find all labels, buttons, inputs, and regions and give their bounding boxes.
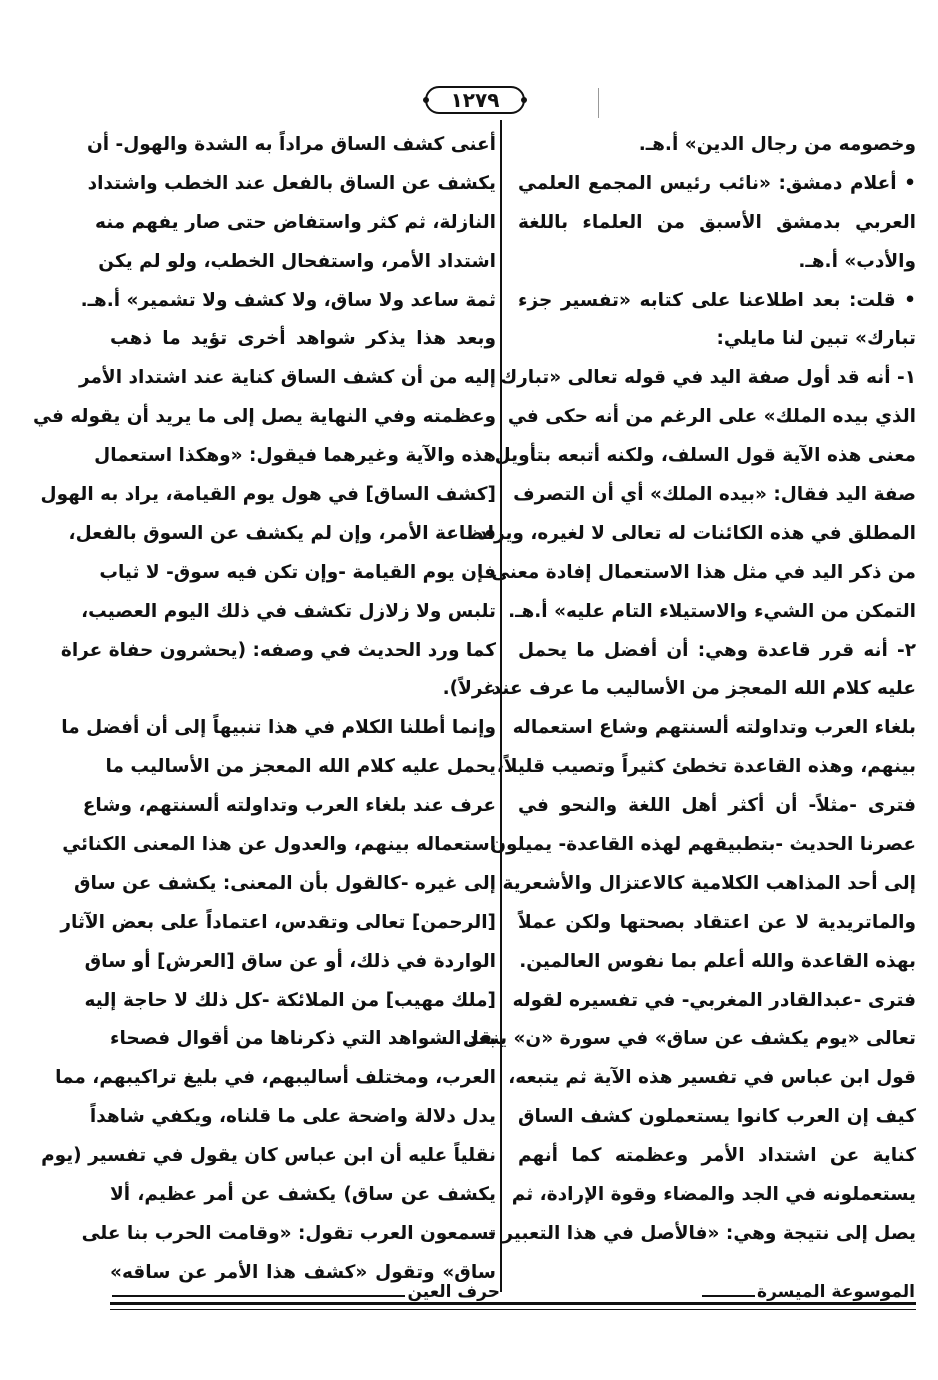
text-line: العرب، ومختلف أساليبهم، في بليغ تراكيبهم، مما (55, 1067, 496, 1089)
text-line: ٢- أنه قرر قاعدة وهي: أن أفضل ما يحمل (518, 639, 916, 661)
text-line: بهذه القاعدة والله أعلم بما نفوس العالمين. (519, 950, 916, 972)
text-line: والماتريدية لا عن اعتقاد بصحتها ولكن عملاً (518, 911, 916, 933)
text-line: التمكن من الشيء والاستيلاء التام عليه» أ.هـ. (508, 600, 916, 622)
text-line: والأدب» أ.هـ. (798, 250, 916, 272)
text-line: من ذكر اليد في مثل هذا الاستعمال إفادة معنى (491, 561, 916, 583)
text-line: فترى -عبدالقادر المغربي- في تفسيره لقوله (512, 989, 916, 1011)
text-line: كيف إن العرب كانوا يستعملون كشف الساق (518, 1106, 916, 1128)
text-line: اشتداد الأمر، واستفحال الخطب، ولو لم يكن (98, 250, 496, 272)
text-line: يصل إلى نتيجة وهي: «فالأصل في هذا التعبير - (488, 1222, 916, 1244)
text-line: تبارك» تبين لنا مايلي: (716, 328, 916, 350)
text-line: إلى أحد المذاهب الكلامية كالاعتزال والأشعرية (502, 872, 916, 894)
footer-section (110, 1282, 500, 1302)
text-line: إلى غيره -كالقول بأن المعنى: يكشف عن ساق (73, 872, 496, 894)
text-line: ساق» وتقول «كشف هذا الأمر عن ساقه» (110, 1261, 496, 1283)
text-line: قول ابن عباس في تفسير هذه الآية ثم يتبعه، (508, 1067, 916, 1089)
text-line: فإن يوم القيامة -وإن تكن فيه سوق- لا ثياب (99, 561, 496, 583)
text-line: يكشف عن الساق بالفعل عند الخطب واشتداد (87, 172, 496, 194)
text-line: فظاعة الأمر، وإن لم يكشف عن السوق بالفعل، (68, 522, 496, 544)
text-line: يستعملونه في الجد والمضاء وقوة الإرادة، ثم (511, 1184, 916, 1206)
text-line: ١- أنه قد أول صفة اليد في قوله تعالى «تبارك (500, 367, 916, 389)
text-line: وبعد هذا يذكر شواهد أخرى تؤيد ما ذهب (110, 328, 496, 350)
text-line: الذي بيده الملك» على الرغم من أنه حكى في (507, 406, 916, 428)
text-line: يدل دلالة واضحة على ما قلناه، ويكفي شاهداً (89, 1106, 496, 1128)
scan-mark (598, 88, 599, 118)
text-line: النازلة، ثم كثر واستفاض حتى صار يفهم منه (94, 211, 496, 233)
text-line: ثمة ساعد ولا ساق، ولا كشف ولا تشمير» أ.هـ. (80, 289, 496, 311)
text-line: هذه والآية وغيرهما فيقول: «وهكذا استعمال (94, 445, 496, 467)
text-line: • أعلام دمشق: «نائب رئيس المجمع العلمي (518, 172, 916, 194)
text-line: [ملك مهيب] من الملائكة -كل ذلك لا حاجة إليه (84, 989, 496, 1011)
text-line: وعظمته وفي النهاية يصل إلى ما يريد أن يقوله في (33, 406, 496, 428)
text-line: تلبس ولا زلازل تكشف في ذلك اليوم العصيب، (81, 600, 496, 622)
text-line: استعماله بينهم، والعدول عن هذا المعنى الكنائي (62, 834, 496, 856)
text-line: العربي بدمشق الأسبق من العلماء باللغة (518, 211, 916, 233)
left-column (33, 126, 496, 1293)
text-line: وخصومه من رجال الدين» أ.هـ. (638, 134, 916, 155)
text-line: نقلياً عليه أن ابن عباس كان يقول في تفسير (يوم (41, 1145, 496, 1167)
text-line: عرف عند بلغاء العرب وتداولته ألسنتهم، وشاع (82, 795, 496, 817)
text-line: [كشف الساق] في هول يوم القيامة، يراد به الهول (40, 484, 496, 506)
text-line: بينهم، وهذه القاعدة تخطئ كثيراً وتصيب قليلاً، (496, 756, 916, 778)
text-line: وإنما أطلنا الكلام في هذا تنبيهاً إلى أن أفضل ما (61, 717, 496, 739)
text-line: المطلق في هذه الكائنات له تعالى لا لغيره، ويراد (478, 522, 916, 544)
text-line: بلغاء العرب وتداولته ألسنتهم وشاع استعماله (512, 717, 916, 739)
text-line: يكشف عن ساق) يكشف عن أمر عظيم، ألا (110, 1184, 496, 1206)
text-line: كما ورد الحديث في وصفه: (يحشرون حفاة عراة (60, 639, 496, 661)
text-line: إليه من أن كشف الساق كناية عند اشتداد الأمر (78, 367, 496, 389)
footer-thin-rule (110, 1309, 916, 1310)
text-line: غرلاً). (442, 678, 496, 700)
section-title: حرف العين (407, 1282, 500, 1302)
book-title: الموسوعة الميسرة (757, 1282, 915, 1302)
ornament-dot (521, 97, 527, 103)
text-line: عليه كلام الله المعجز من الأساليب ما عرف عند (491, 678, 916, 700)
text-line: • قلت: بعد اطلاعنا على كتابه «تفسير جزء (518, 289, 916, 311)
text-line: معنى هذه الآية قول السلف، ولكنه أتبعه بتأويل (494, 445, 916, 467)
footer-rule (702, 1295, 755, 1297)
text-line: بعد الشواهد التي ذكرناها من أقوال فصحاء (110, 1028, 496, 1050)
text-line: الواردة في ذلك، أو عن ساق [العرش] أو ساق (84, 950, 496, 972)
footer-rule (112, 1295, 405, 1297)
text-line: تعالى «يوم يكشف عن ساق» في سورة «ن» ينقل (462, 1028, 916, 1050)
text-line: كناية عن اشتداد الأمر وعظمته كما أنهم (518, 1145, 916, 1167)
text-line: صفة اليد فقال: «بيده الملك» أي أن التصرف (513, 484, 916, 506)
footer-thick-rule (110, 1302, 916, 1305)
page-number: ١٢٧٩ (450, 88, 500, 112)
text-line: فترى -مثلاً- أن أكثر أهل اللغة والنحو في (518, 795, 916, 817)
ornament-dot (423, 97, 429, 103)
footer-book-title (700, 1282, 915, 1302)
text-line: أعنى كشف الساق مراداً به الشدة والهول- أن (86, 134, 496, 155)
text-line: عصرنا الحديث -بتطبيقهم لهذه القاعدة- يميلون (490, 834, 916, 856)
text-line: تسمعون العرب تقول: «وقامت الحرب بنا على (81, 1222, 496, 1244)
text-line: يحمل عليه كلام الله المعجز من الأساليب ما (105, 756, 496, 778)
page-number-badge (425, 86, 525, 114)
text-line: [الرحمن] تعالى وتقدس، اعتماداً على بعض الآثار (60, 911, 496, 933)
